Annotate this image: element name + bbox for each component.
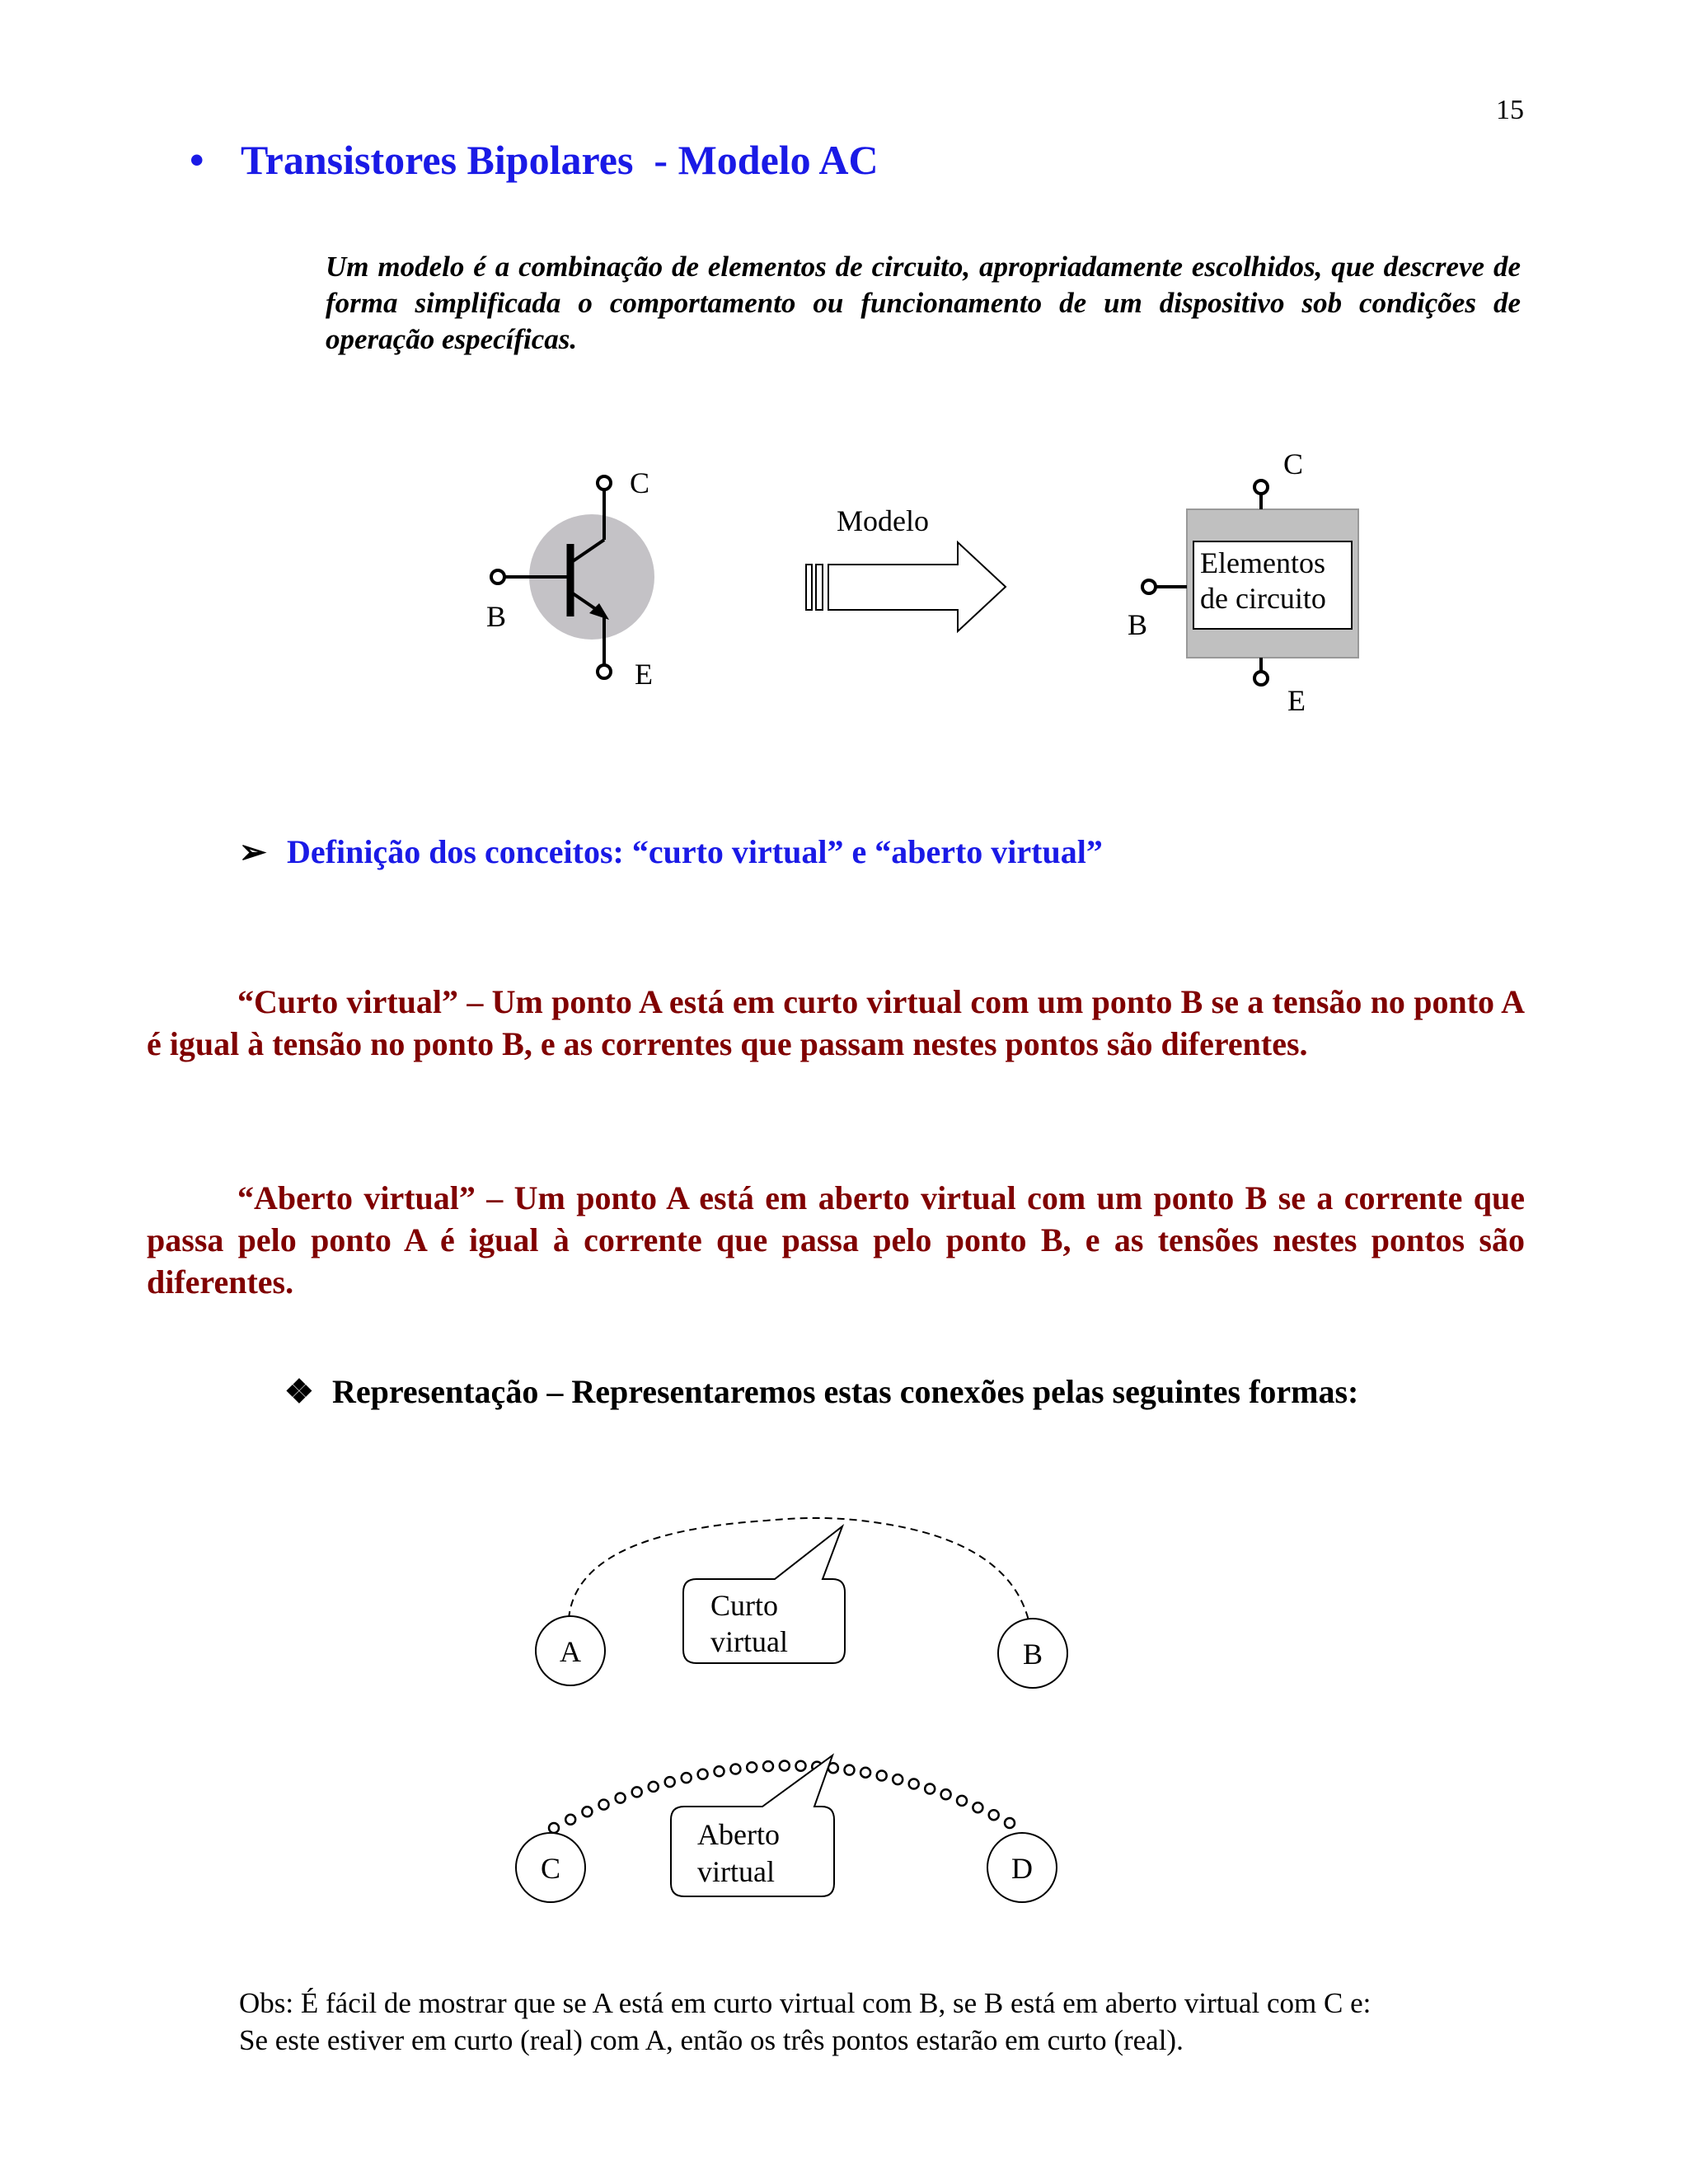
transistor-symbol xyxy=(491,476,654,678)
node-a-label: A xyxy=(560,1635,581,1668)
block-label-line1: Elementos xyxy=(1200,546,1325,579)
observation-line-1: Obs: É fácil de mostrar que se A está em curto virtual com B, se B está em aberto virtual com C e: xyxy=(239,1987,1372,2019)
definition-open-virtual: “Aberto virtual” – Um ponto A está em aberto virtual com um ponto B se a corrente que passa pelo ponto A é igual à corrente que passa pelo ponto B, e as tensões nestes pontos são diferentes. xyxy=(147,1179,1525,1301)
arc-bead xyxy=(877,1771,887,1781)
base-terminal xyxy=(491,570,504,583)
collector-terminal xyxy=(598,476,611,490)
arc-bead xyxy=(616,1793,626,1803)
arc-bead xyxy=(989,1810,999,1820)
arc-bead xyxy=(565,1815,575,1825)
block-emitter-terminal xyxy=(1254,672,1268,685)
arc-bead xyxy=(763,1761,773,1771)
arc-bead xyxy=(632,1787,642,1797)
observation-note xyxy=(239,1985,1371,2059)
node-d-label: D xyxy=(1011,1852,1033,1885)
arc-bead xyxy=(780,1761,790,1771)
arc-bead xyxy=(893,1774,903,1784)
arc-bead xyxy=(957,1796,967,1806)
arc-bead xyxy=(715,1766,724,1776)
observation-line-2: Se este estiver em curto (real) com A, então os três pontos estarão em curto (real). xyxy=(239,2024,1184,2056)
block-base-terminal xyxy=(1142,580,1156,593)
arc-bead xyxy=(1005,1818,1015,1828)
arc-bead xyxy=(973,1802,982,1812)
arc-bead xyxy=(941,1789,951,1799)
definitions-heading xyxy=(239,832,1103,871)
arc-bead xyxy=(649,1782,659,1792)
node-b-label: B xyxy=(1022,1638,1043,1671)
block-label-c: C xyxy=(1283,448,1304,480)
short-callout-line2: virtual xyxy=(710,1625,788,1658)
representation-heading-text: Representação – Representaremos estas conexões pelas seguintes formas: xyxy=(332,1373,1359,1410)
arc-bead xyxy=(796,1761,806,1771)
transistor-label-b: B xyxy=(486,600,507,633)
arc-bead xyxy=(730,1765,740,1774)
arc-bead xyxy=(549,1823,559,1833)
diamond-marker-icon: ❖ xyxy=(284,1373,314,1410)
title-text: Transistores Bipolares - Modelo AC xyxy=(241,137,879,183)
definition-short-virtual: “Curto virtual” – Um ponto A está em curto virtual com um ponto B se a tensão no ponto A é igual à tensão no ponto B, e as correntes que passam nestes pontos são diferentes. xyxy=(147,983,1525,1062)
model-arrow-label: Modelo xyxy=(837,504,929,537)
arc-bead xyxy=(925,1784,935,1794)
emitter-terminal xyxy=(598,665,611,678)
arc-bead xyxy=(909,1779,919,1789)
transistor-label-c: C xyxy=(630,466,650,499)
node-c-label: C xyxy=(540,1852,561,1885)
definitions-heading-text: Definição dos conceitos: “curto virtual” e “aberto virtual” xyxy=(287,833,1103,870)
block-label-line2: de circuito xyxy=(1200,582,1326,615)
open-callout-line1: Aberto xyxy=(697,1818,780,1851)
block-label-b: B xyxy=(1128,608,1148,641)
representation-heading xyxy=(284,1372,1358,1411)
title-bullet: • xyxy=(190,137,204,183)
arc-bead xyxy=(845,1765,855,1775)
arc-bead xyxy=(682,1773,692,1783)
arc-bead xyxy=(860,1768,870,1778)
page-number: 15 xyxy=(1496,95,1524,125)
arrow-marker-icon: ➢ xyxy=(239,833,267,870)
arc-bead xyxy=(698,1769,708,1779)
block-collector-terminal xyxy=(1254,480,1268,494)
arc-bead xyxy=(747,1762,757,1772)
arc-bead xyxy=(665,1777,675,1787)
arc-bead xyxy=(599,1800,609,1810)
arc-bead xyxy=(582,1807,592,1816)
block-label-e: E xyxy=(1287,684,1306,717)
intro-paragraph: Um modelo é a combinação de elementos de circuito, apropriadamente escolhidos, que descreve de forma simplificada o comportamento ou funcionamento de um dispositivo sob condições de operação específicas. xyxy=(326,251,1521,355)
open-callout-line2: virtual xyxy=(697,1855,775,1888)
short-callout-line1: Curto xyxy=(710,1589,779,1622)
model-arrow-icon xyxy=(806,542,1006,631)
transistor-label-e: E xyxy=(635,658,653,691)
